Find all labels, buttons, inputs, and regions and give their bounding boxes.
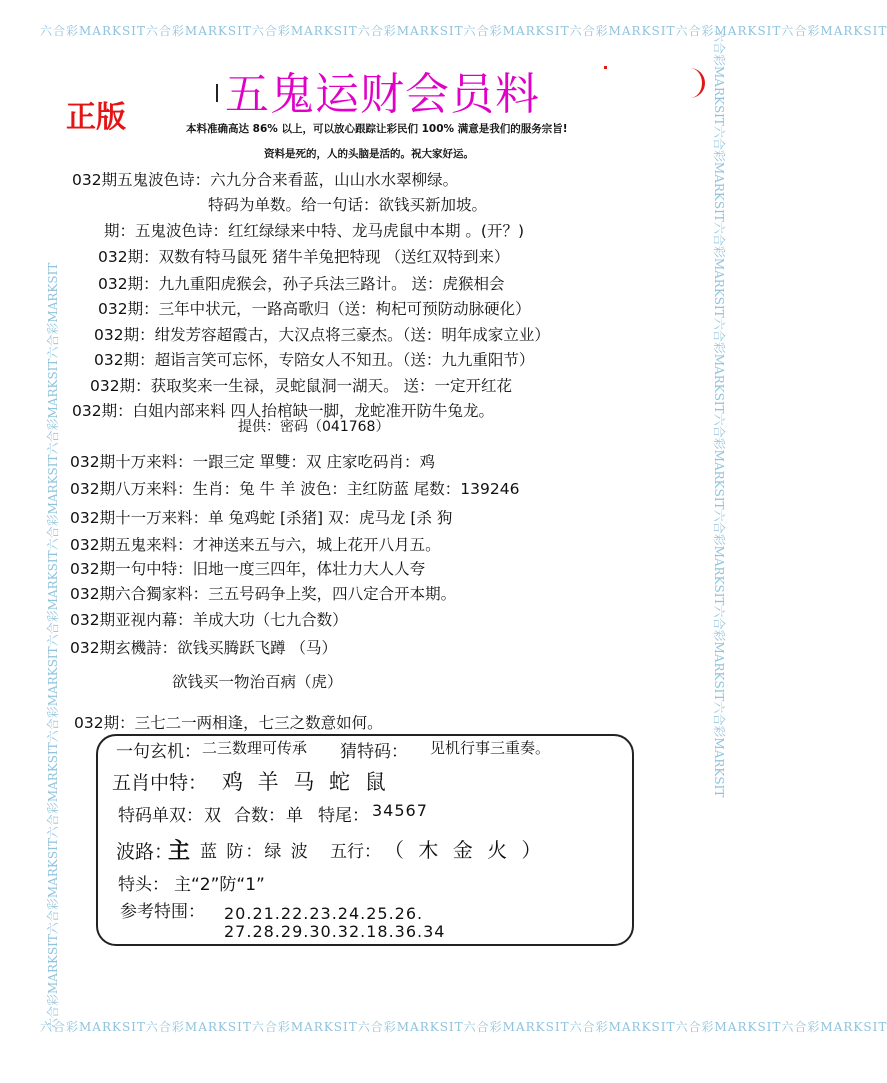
red-dot-decoration	[604, 66, 607, 69]
line-chongyang: 032期：九九重阳虎猴会，孙子兵法三路计。 送：虎猴相会	[98, 275, 505, 293]
wuxing-label: 五行：	[330, 842, 381, 862]
tewei-value: 34567	[372, 801, 428, 820]
yiju-xuanji-value: 二三数理可传承	[202, 739, 308, 757]
wuxing-value: （ 木 金 火 ）	[384, 838, 546, 862]
slogan-accuracy: 本料准确高达 86% 以上，可以放心跟踪让彩民们 100% 满意是我们的服务宗旨!	[186, 123, 568, 135]
line-liuhe-dujia: 032期六合獨家料：三五号码争上奖，四八定合开本期。	[70, 585, 457, 603]
bolu-main: 主	[168, 839, 191, 864]
tetou-label: 特头：	[118, 875, 169, 895]
line-wugui-bose: 032期五鬼波色诗：六九分合来看蓝，山山水水翠柳绿。	[72, 171, 459, 189]
line-chaoyi: 032期：超诣言笑可忘怀，专陪女人不知丑。（送：九九重阳节）	[94, 351, 535, 369]
page-title: 五鬼运财会员料	[225, 69, 540, 120]
watermark-right: 六合彩MARKSIT六合彩MARKSIT六合彩MARKSIT六合彩MARKSIT六合彩MARKSIT六合彩MARKSIT六合彩MARKSIT六合彩MARKSIT	[712, 30, 726, 798]
tetou-value: 主“2”防“1”	[174, 875, 265, 895]
line-yiju-zhongte: 032期一句中特：旧地一度三四年，体壮力大人人夸	[70, 560, 426, 578]
line-sanqi: 032期：三七二一两相逢，七三之数意如何。	[74, 714, 383, 732]
line-hong-lv: 期：五鬼波色诗：红红绿绿来中特、龙马虎鼠中本期 。(开？)	[104, 222, 525, 240]
cai-tema-value: 见机行事三重奏。	[430, 739, 551, 757]
title-divider	[216, 84, 218, 102]
line-tigong-mima: 提供：密码（041768）	[238, 419, 390, 435]
bolu-label: 波路：	[116, 841, 174, 863]
line-xuanji-shi: 032期玄機詩：欲钱买腾跃飞蹲 （马）	[70, 639, 338, 657]
wuxiao-label: 五肖中特：	[112, 772, 208, 794]
line-huoqu: 032期：获取奖来一生禄，灵蛇鼠洞一湖天。 送：一定开红花	[90, 377, 513, 395]
watermark-left: 六合彩MARKSIT六合彩MARKSIT六合彩MARKSIT六合彩MARKSIT六合彩MARKSIT六合彩MARKSIT六合彩MARKSIT六合彩MARKSIT	[46, 262, 60, 1030]
line-bawan: 032期八万来料：生肖：兔 牛 羊 波色：主红防蓝 尾数：139246	[70, 480, 520, 498]
line-tema-danshu: 特码为单数。给一句话：欲钱买新加坡。	[208, 196, 488, 214]
line-wugui-laoliao: 032期五鬼来料：才神送来五与六，城上花开八月五。	[70, 536, 441, 554]
cankao-row-2: 27.28.29.30.32.18.36.34	[224, 922, 446, 941]
red-arc-decoration	[680, 68, 705, 98]
cankao-row-1: 20.21.22.23.24.25.26.	[224, 904, 424, 923]
wuxiao-value: 鸡 羊 马 蛇 鼠	[222, 770, 390, 794]
danshuang-value: 双	[204, 806, 221, 826]
watermark-top: 六合彩MARKSIT六合彩MARKSIT六合彩MARKSIT六合彩MARKSIT六合彩MARKSIT六合彩MARKSIT六合彩MARKSIT六合彩MARKSIT	[40, 24, 887, 38]
cai-tema-label: 猜特码：	[340, 742, 408, 762]
heshu-label: 合数：	[234, 806, 285, 826]
line-baijie: 032期：白姐内部来料 四人抬棺缺一脚，龙蛇准开防牛兔龙。	[72, 402, 495, 420]
line-zhuangyuan: 032期：三年中状元，一路高歌归（送：枸杞可预防动脉硬化）	[98, 300, 531, 318]
line-baibing: 欲钱买一物治百病（虎）	[172, 673, 343, 691]
line-yashi-neimu: 032期亚视内幕：羊成大功（七九合数）	[70, 611, 348, 629]
line-shiwan: 032期十万来料：一跟三定 單雙：双 庄家吃码肖：鸡	[70, 453, 435, 471]
line-shiyiwan: 032期十一万来料：单 兔鸡蛇 [杀猪] 双：虎马龙 [杀 狗	[70, 509, 453, 527]
line-shuangshu: 032期：双数有特马鼠死 猪牛羊兔把特现 （送红双特到来）	[98, 248, 510, 266]
cankao-label: 参考特围：	[120, 902, 205, 922]
yiju-xuanji-label: 一句玄机：	[116, 742, 201, 762]
line-ganfa: 032期：绀发芳容超霞古，大汉点将三豪杰。（送：明年成家立业）	[94, 326, 550, 344]
genuine-badge: 正版	[66, 100, 126, 135]
danshuang-label: 特码单双：	[118, 806, 203, 826]
tewei-label: 特尾：	[318, 806, 369, 826]
watermark-bottom: 六合彩MARKSIT六合彩MARKSIT六合彩MARKSIT六合彩MARKSIT六合彩MARKSIT六合彩MARKSIT六合彩MARKSIT六合彩MARKSIT	[40, 1020, 887, 1034]
heshu-value: 单	[286, 806, 303, 826]
slogan-luck: 资料是死的，人的头脑是活的。祝大家好运。	[264, 148, 474, 160]
bolu-value: 蓝 防：绿 波	[200, 842, 310, 862]
